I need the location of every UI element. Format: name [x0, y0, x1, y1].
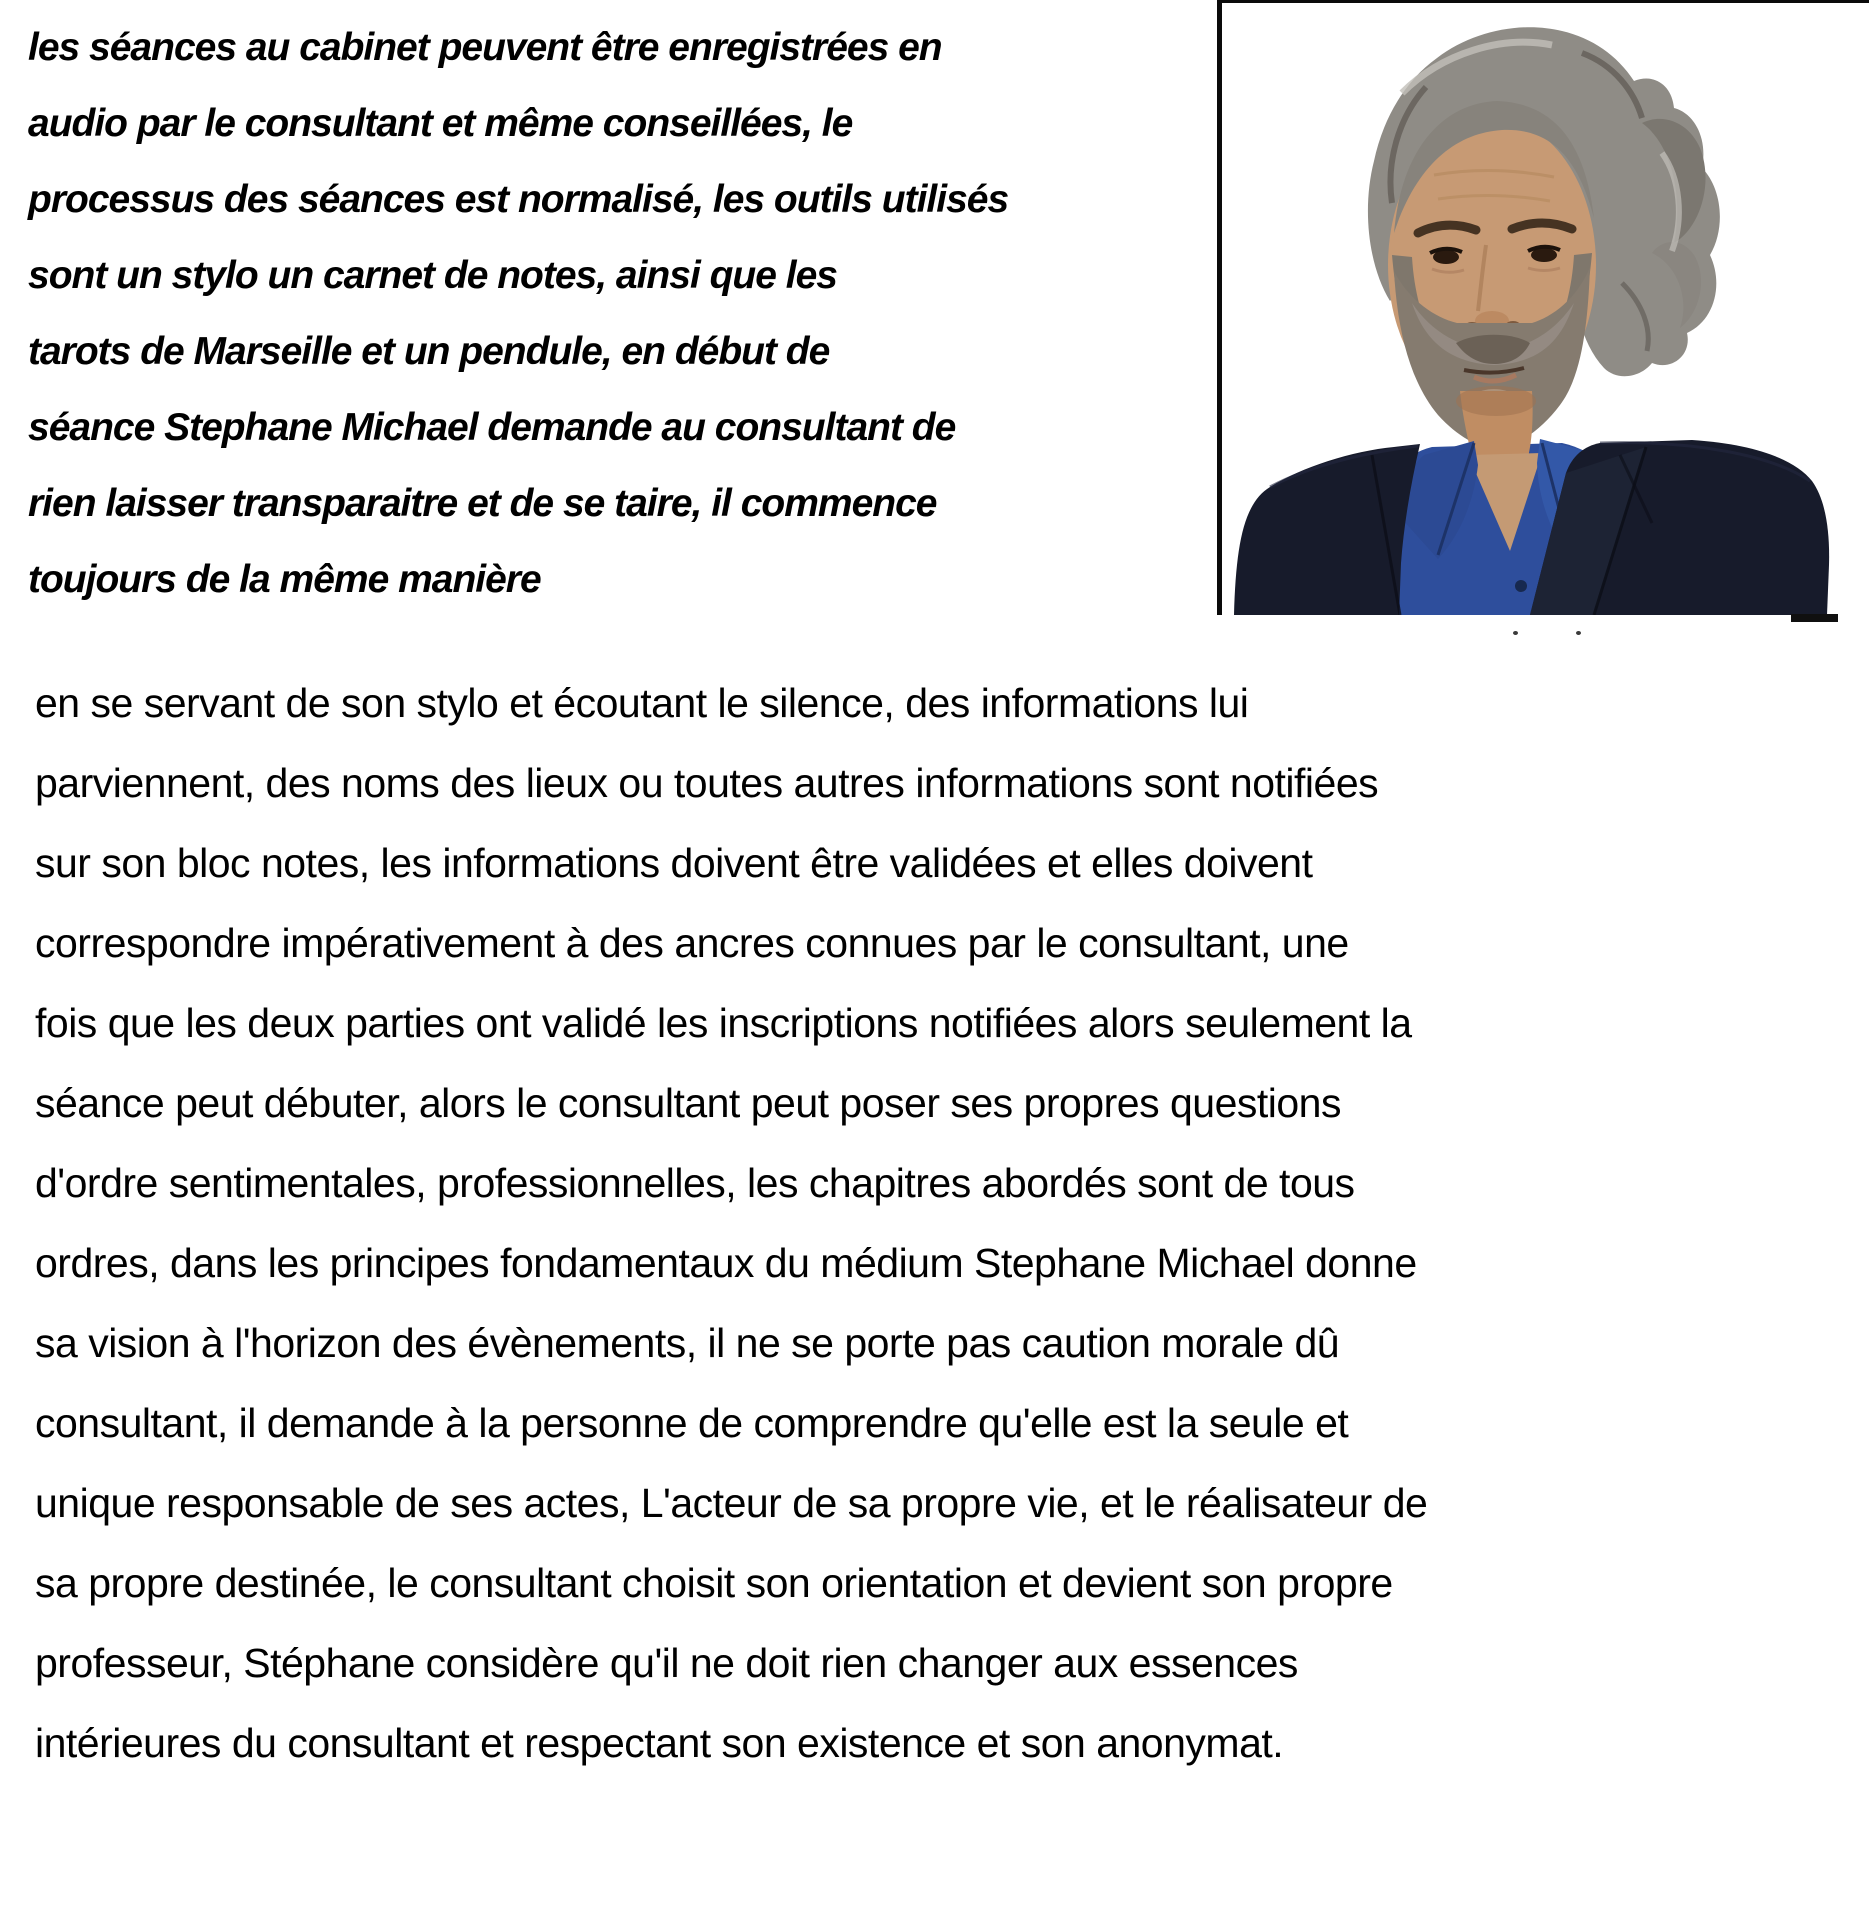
body-line-8: ordres, dans les principes fondamentaux du médium Stephane Michael donne [35, 1240, 1417, 1286]
body-line-6: séance peut débuter, alors le consultant peut poser ses propres questions [35, 1080, 1341, 1126]
body-line-7: d'ordre sentimentales, professionnelles, les chapitres abordés sont de tous [35, 1160, 1355, 1206]
intro-line-2: audio par le consultant et même conseillées, le [28, 102, 853, 145]
body-line-4: correspondre impérativement à des ancres connues par le consultant, une [35, 920, 1349, 966]
intro-line-7: rien laisser transparaitre et de se taire, il commence [28, 482, 937, 525]
intro-line-6: séance Stephane Michael demande au consultant de [28, 406, 956, 449]
intro-line-8: toujours de la même manière [28, 558, 541, 601]
intro-line-5: tarots de Marseille et un pendule, en début de [28, 330, 830, 373]
body-line-12: sa propre destinée, le consultant choisit son orientation et devient son propre [35, 1560, 1393, 1606]
body-line-1: en se servant de son stylo et écoutant le silence, des informations lui [35, 680, 1249, 726]
body-paragraph [35, 663, 1863, 1783]
body-line-11: unique responsable de ses actes, L'acteur de sa propre vie, et le réalisateur de [35, 1480, 1428, 1526]
intro-line-1: les séances au cabinet peuvent être enregistrées en [28, 26, 942, 69]
body-line-10: consultant, il demande à la personne de comprendre qu'elle est la seule et [35, 1400, 1349, 1446]
body-line-3: sur son bloc notes, les informations doivent être validées et elles doivent [35, 840, 1313, 886]
stray-dot [1576, 631, 1581, 635]
body-line-2: parviennent, des noms des lieux ou toutes autres informations sont notifiées [35, 760, 1379, 806]
portrait-photo [1217, 0, 1869, 615]
portrait-illustration [1222, 3, 1869, 615]
body-line-5: fois que les deux parties ont validé les inscriptions notifiées alors seulement la [35, 1000, 1412, 1046]
shirt-button [1515, 580, 1527, 592]
body-line-13: professeur, Stéphane considère qu'il ne doit rien changer aux essences [35, 1640, 1298, 1686]
photo-bottom-dash [1791, 614, 1838, 622]
body-line-9: sa vision à l'horizon des évènements, il ne se porte pas caution morale dû [35, 1320, 1340, 1366]
stray-dot [1513, 631, 1518, 635]
intro-line-3: processus des séances est normalisé, les outils utilisés [28, 178, 1009, 221]
intro-paragraph [28, 10, 1218, 618]
body-line-14: intérieures du consultant et respectant son existence et son anonymat. [35, 1720, 1284, 1766]
intro-line-4: sont un stylo un carnet de notes, ainsi que les [28, 254, 838, 297]
